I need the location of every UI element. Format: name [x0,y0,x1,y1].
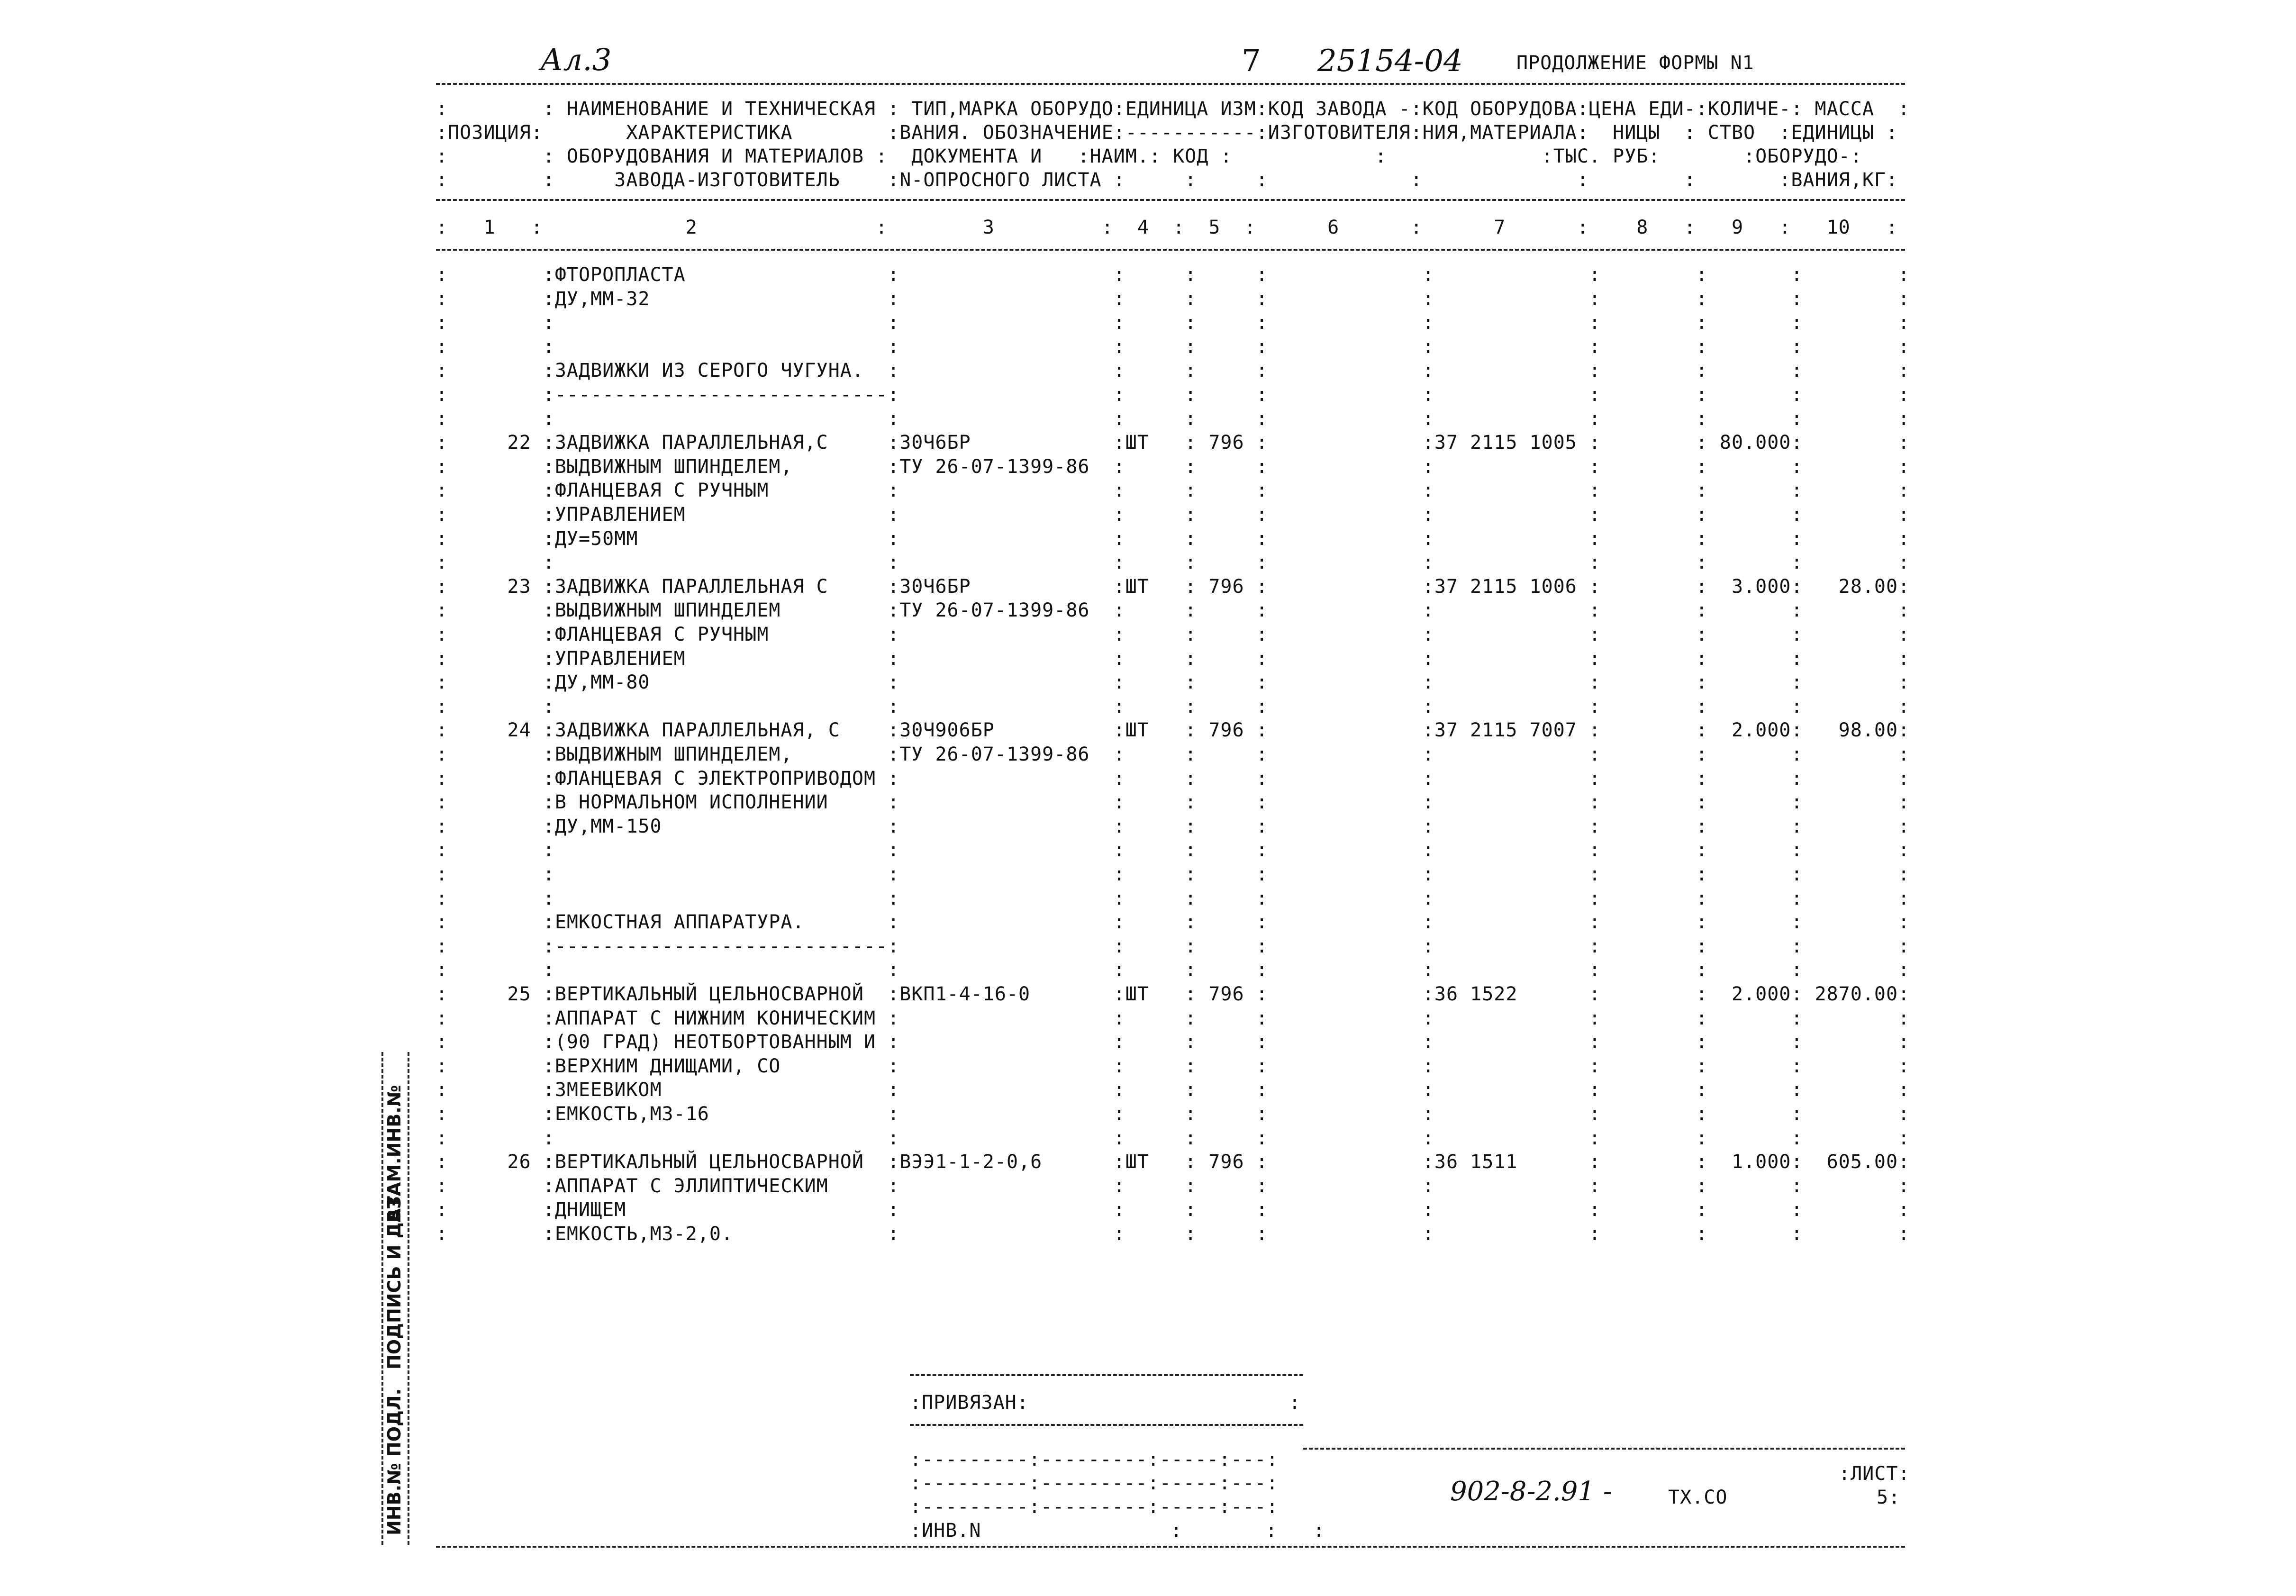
table-row: : : : : : : : : : : : [436,312,1910,334]
top-rule [436,83,1905,85]
table-row: : : : : : : : : : : : [436,408,1910,430]
table-row: : :УПРАВЛЕНИЕМ : : : : : : : : : [436,504,1910,526]
title-block-top [1303,1448,1905,1450]
table-row: : : : : : : : : : : : [436,959,1910,981]
table-row: : 26 :ВЕРТИКАЛЬНЫЙ ЦЕЛЬНОСВАРНОЙ :ВЭЭ1-1-2-0,6 :ШТ : 796 : :36 1511 : : 1.000: 605.00: [436,1151,1910,1173]
table-row: : :ДУ=50ММ : : : : : : : : : [436,527,1910,550]
table-row: : :ЕМКОСТЬ,М3-16 : : : : : : : : : [436,1103,1910,1125]
table-row: : : : : : : : : : : : [436,695,1910,717]
column-numbers: : 1 : 2 : 3 : 4 : 5 : 6 : 7 : 8 : 9 : 10 : [436,217,1898,238]
footer-grid-line: :---------:---------:-----:---: [910,1449,1279,1470]
table-row: : :ВЕРХНИМ ДНИЩАМИ, СО : : : : : : : : : [436,1055,1910,1077]
table-row: : :ФТОРОПЛАСТА : : : : : : : : : [436,264,1910,286]
table-row: : :АППАРАТ С НИЖНИМ КОНИЧЕСКИМ : : : : : : : : : [436,1007,1910,1029]
footer-grid-line: :---------:---------:-----:---: [910,1472,1279,1494]
table-row: : : : : : : : : : : : [436,552,1910,574]
table-row: : 25 :ВЕРТИКАЛЬНЫЙ ЦЕЛЬНОСВАРНОЙ :ВКП1-4-16-0 :ШТ : 796 : :36 1522 : : 2.000: 2870.00: [436,983,1910,1005]
table-row: : : : : : : : : : : : [436,839,1910,861]
table-row: : :ДУ,ММ-32 : : : : : : : : : [436,288,1910,310]
continuation-title: ПРОДОЛЖЕНИЕ ФОРМЫ N1 [1516,52,1754,74]
footer-rule [910,1424,1303,1426]
table-row: : :ДНИЩЕМ : : : : : : : : : [436,1199,1910,1221]
stamp-border [381,1052,383,1545]
header-line: : : НАИМЕНОВАНИЕ И ТЕХНИЧЕСКАЯ : ТИП,МАРКА ОБОРУДО:ЕДИНИЦА ИЗМ:КОД ЗАВОДА -:КОД ОБОРУДОВА:ЦЕНА ЕДИ-:КОЛИЧЕ-: МАССА : [436,98,1910,120]
bottom-rule [436,1546,1905,1548]
table-row: : :ВЫДВИЖНЫМ ШПИНДЕЛЕМ, :ТУ 26-07-1399-86 : : : : : : : : [436,744,1910,765]
table-row: : :ЕМКОСТНАЯ АППАРАТУРА. : : : : : : : : : [436,911,1910,934]
sheet-number: 5: [1877,1487,1901,1508]
header-line: : : ОБОРУДОВАНИЯ И МАТЕРИАЛОВ : ДОКУМЕНТА И :НАИМ.: КОД : : :ТЫС. РУБ: :ОБОРУДО-: [436,145,1862,167]
table-row: : :ФЛАНЦЕВАЯ С РУЧНЫМ : : : : : : : : : [436,480,1910,502]
stamp-vzam-inv: ВЗАМ.ИНВ.№ [384,1085,405,1223]
table-row: : :ЗМЕЕВИКОМ : : : : : : : : : [436,1079,1910,1101]
table-row: : :----------------------------: : : : : : : : : [436,935,1910,957]
table-row: : :В НОРМАЛЬНОМ ИСПОЛНЕНИИ : : : : : : : : : [436,791,1910,814]
inv-label: :ИНВ.N [910,1520,981,1542]
linked-label: :ПРИВЯЗАН: [910,1392,1029,1414]
header-line: : : ЗАВОДА-ИЗГОТОВИТЕЛЬ :N-ОПРОСНОГО ЛИСТА : : : : : : :ВАНИЯ,КГ: [436,169,1898,191]
numbers-rule [436,249,1905,251]
header-line: :ПОЗИЦИЯ: ХАРАКТЕРИСТИКА :ВАНИЯ. ОБОЗНАЧЕНИЕ:-----------:ИЗГОТОВИТЕЛЯ:НИЯ,МАТЕРИАЛА: НИЦЫ : СТВО :ЕДИНИЦЫ : [436,122,1898,144]
table-row: : :УПРАВЛЕНИЕМ : : : : : : : : : [436,647,1910,670]
stamp-border [408,1052,409,1545]
linked-colon: : [1289,1392,1301,1414]
inv-colons: : : : [1171,1520,1325,1542]
table-row: : 24 :ЗАДВИЖКА ПАРАЛЛЕЛЬНАЯ, С :30Ч906БР :ШТ : 796 : :37 2115 7007 : : 2.000: 98.00: [436,719,1910,742]
table-row: : :ФЛАНЦЕВАЯ С ЭЛЕКТРОПРИВОДОМ : : : : : : : : : [436,767,1910,789]
document-suffix: ТХ.СО [1668,1487,1728,1508]
table-row: : : : : : : : : : : : [436,863,1910,885]
document-code: 25154-04 [1317,44,1463,79]
sheet-label: :ЛИСТ: [1839,1463,1910,1485]
table-row: : :ЗАДВИЖКИ ИЗ СЕРОГО ЧУГУНА. : : : : : : : : : [436,360,1910,382]
header-rule [436,199,1905,201]
table-row: : :АППАРАТ С ЭЛЛИПТИЧЕСКИМ : : : : : : : : : [436,1175,1910,1197]
album-number: Ал.3 [540,43,612,78]
table-row: : :ФЛАНЦЕВАЯ С РУЧНЫМ : : : : : : : : : [436,624,1910,645]
table-row: : 22 :ЗАДВИЖКА ПАРАЛЛЕЛЬНАЯ,С :30Ч6БР :ШТ : 796 : :37 2115 1005 : : 80.000: : [436,432,1910,454]
table-row: : 23 :ЗАДВИЖКА ПАРАЛЛЕЛЬНАЯ С :30Ч6БР :ШТ : 796 : :37 2115 1006 : : 3.000: 28.00: [436,575,1910,598]
stamp-inv-podl: ИНВ.№ ПОДЛ. [384,1388,405,1535]
table-row: : :ВЫДВИЖНЫМ ШПИНДЕЛЕМ, :ТУ 26-07-1399-86 : : : : : : : : [436,455,1910,478]
table-row: : :----------------------------: : : : : : : : : [436,384,1910,406]
stamp-sign-date: ПОДПИСЬ И ДАТА [384,1182,405,1369]
table-row: : :ДУ,ММ-80 : : : : : : : : : [436,671,1910,694]
footer-grid-line: :---------:---------:-----:---: [910,1496,1279,1518]
table-row: : :ВЫДВИЖНЫМ ШПИНДЕЛЕМ :ТУ 26-07-1399-86 : : : : : : : : [436,599,1910,622]
document-reference: 902-8-2.91 - [1450,1476,1612,1507]
footer-box-top [910,1374,1303,1376]
table-row: : :ДУ,ММ-150 : : : : : : : : : [436,815,1910,837]
table-row: : : : : : : : : : : : [436,1127,1910,1149]
table-row: : :ЕМКОСТЬ,М3-2,0. : : : : : : : : : [436,1223,1910,1245]
table-row: : :(90 ГРАД) НЕОТБОРТОВАННЫМ И : : : : : : : : : [436,1031,1910,1053]
page-number: 7 [1242,44,1261,79]
table-row: : : : : : : : : : : : [436,887,1910,909]
table-row: : : : : : : : : : : : [436,336,1910,358]
